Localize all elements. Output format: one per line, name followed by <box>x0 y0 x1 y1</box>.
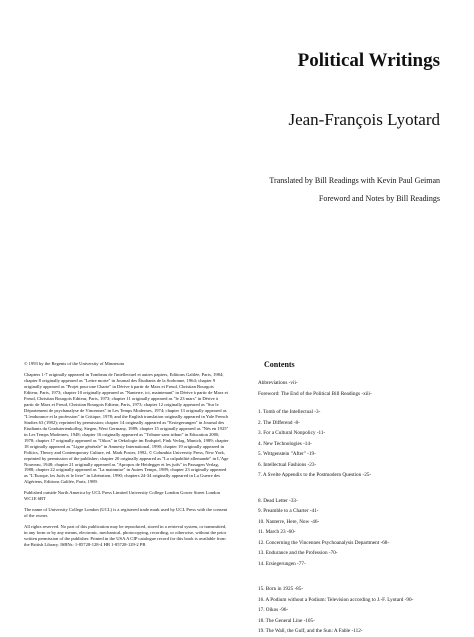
toc-spacer <box>258 399 458 407</box>
author-name: Jean-François Lyotard <box>288 110 440 129</box>
trademark-notice: The name of University College London (UCL) is a registered trade mark used by UCL Press with the consent of the owner. <box>24 507 228 519</box>
toc-entry: 2. The Differend -8- <box>258 419 300 426</box>
permissions-paragraph: Chapters 1-7 originally appeared in Tombeau de l'intellectuel et autres papiers, Editions Galilée, Paris, 1984; chapter 8 originally appeared as "Lettre morte" in Journal des Étudiants de la Sorbonne, 1964; chapter 9 originally appeared as "Projet pour une Charte" in Dérive à partir de Marx et Freud, Christian Bourgois Editeur, Paris, 1973; chapter 10 originally appeared as "Nanterre, ici, maintenant" in Dérive à partir de Marx et Freud, Christian Bourgois Editeur, Paris, 1973; chapter 11 originally appeared as "le 23 mars" in Dérive à partir de Marx et Freud, Christian Bourgois Editeur, Paris, 1973; chapter 12 originally appeared as "Sur le Département de psychanalyse de Vincennes" in Les Temps Modernes, 1974; chapter 13 originally appeared as "L'endurance et la profession" in Critique, 1978; and the English translation originally appeared in Yale French Studies 63 (1982); reprinted by permission; chapter 14 originally appeared as "Ersiegerungen" in Journal des Etudiants du Graduiertenkolleg, Siegen, West Germany, 1989; chapter 15 originally appeared as "Nés en 1925" in Les Temps Modernes, 1948; chapter 16 originally appeared as "Tribune sans tribun" in Education 2000, 1978; chapter 17 originally appeared as "Oikos" in Oekologie im Endspiel, Fink Verlag, Munich, 1989; chapter 18 originally appeared as "Ligne générale" in Amnesty International, 1990; chapter 19 originally appeared in Politics, Theory and Contemporary Culture, ed. Mark Poster, 1992, © Columbia University Press, New York, reprinted by permission of the publisher; chapter 20 originally appeared as "La culpabilité allemande" in L'Age Nouveau, 1948; chapter 21 originally appeared as "Apropos de Heidegger et les juifs" in Passagen Verlag, 1988; chapter 22 originally appeared as "La mainmise" in Autres Temps, 1989; chapter 23 originally appeared as "L'Europe, les Juifs et le livre" in Libération, 1990; chapters 24-34 originally appeared in La Guerre des Algériens, Editions Galilée, Paris, 1989. <box>24 371 229 485</box>
toc-entry: 19. The Wall, the Gulf, and the Sun: A Fable -112- <box>258 628 363 634</box>
toc-entry: Abbreviations -vii- <box>258 380 298 386</box>
toc-entry: 16. A Podium without a Podium: Television according to J.-F. Lyotard -90- <box>258 596 414 603</box>
toc-entry: Foreword: The End of the Political Bill Readings -xiii- <box>258 390 372 397</box>
toc-entry: 8. Dead Letter -33- <box>258 497 298 504</box>
toc-entry: 7. A Svelte Appendix to the Postmodern Question -25- <box>258 472 372 478</box>
book-title: Political Writings <box>297 50 440 71</box>
copyright-line: © 1993 by the Regents of the University of Minnesota <box>24 361 125 366</box>
toc-entry: 13. Endurance and the Profession -70- <box>258 550 338 556</box>
translator-credit: Translated by Bill Readings with Kevin Paul Geiman <box>269 176 440 185</box>
toc-entry: 9. Preamble to a Charter -41- <box>258 508 319 514</box>
foreword-credit: Foreword and Notes by Bill Readings <box>318 194 440 203</box>
toc-entry: 18. The General Line -105- <box>258 617 315 624</box>
toc-entry: 6. Intellectual Fashions -23- <box>258 461 317 468</box>
toc-entry: 17. Oikos -96- <box>258 607 289 613</box>
toc-spacer <box>258 481 458 496</box>
toc-entry: 10. Nanterre, Here, Now -46- <box>258 518 320 525</box>
toc-entry: 15. Born in 1925 -85- <box>258 586 304 592</box>
toc-spacer <box>258 569 458 584</box>
toc-entry: 1. Tomb of the Intellectual -3- <box>258 409 321 415</box>
copyright-notice <box>24 361 229 553</box>
toc-entry: 11. March 23 -60- <box>258 529 296 535</box>
publisher-address: Published outside North America by UCL Press Limited University College London Gower Street London WC1E 6BT <box>24 490 220 502</box>
toc-entry: 14. Ersiegerungen -77- <box>258 560 306 567</box>
contents-heading: Contents <box>264 360 295 369</box>
rights-notice: All rights reserved. No part of this publication may be reproduced, stored in a retrieval system, or transmitted, in any form or by any means, electronic, mechanical, photocopying, recording, or otherwise, without the prior written permission of the publisher. Printed in the USA A CIP catalogue record for this book is available from the British Library. ISBNs: 1-85728-128-4 HB 1-85728-129-2 PB <box>24 524 227 548</box>
toc-entry: 12. Concerning the Vincennes Psychoanalysis Department -68- <box>258 539 390 546</box>
toc-entry: 5. Wittgenstein "After" -19- <box>258 451 316 457</box>
toc-entry: 3. For a Cultural Nonpolicy -11- <box>258 430 326 436</box>
table-of-contents <box>258 378 458 637</box>
toc-entry: 4. New Technologies -14- <box>258 440 312 447</box>
